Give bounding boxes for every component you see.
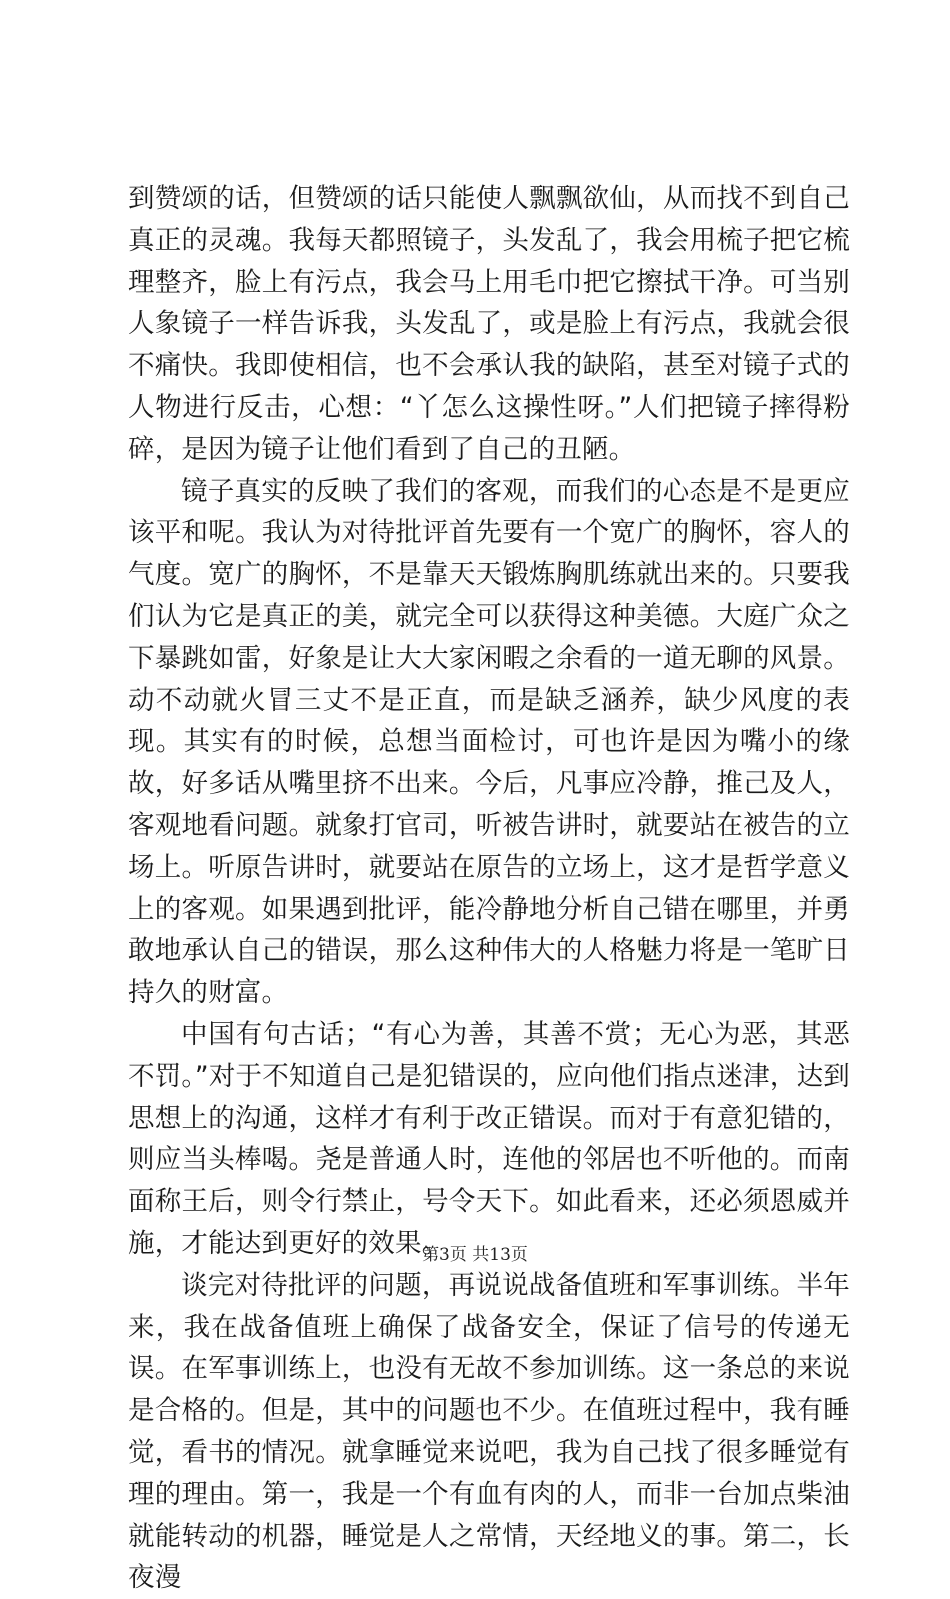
page-footer xyxy=(0,1240,950,1265)
paragraph-4: 谈完对待批评的问题，再说说战备值班和军事训练。半年来，我在战备值班上确保了战备安全，保证了信号的传递无误。在军事训练上，也没有无故不参加训练。这一条总的来说是合格的。但是，其中的问题也不少。在值班过程中，我有睡觉，看书的情况。就拿睡觉来说吧，我为自己找了很多睡觉有理的理由。第一，我是一个有血有肉的人，而非一台加点柴油就能转动的机器，睡觉是人之常情，天经地义的事。第二，长夜漫 xyxy=(128,1269,850,1594)
document-body xyxy=(128,178,850,1599)
paragraph-2: 镜子真实的反映了我们的客观，而我们的心态是不是更应该平和呢。我认为对待批评首先要有一个宽广的胸怀，容人的气度。宽广的胸怀，不是靠天天锻炼胸肌练就出来的。只要我们认为它是真正的美，就完全可以获得这种美德。大庭广众之下暴跳如雷，好象是让大大家闲暇之余看的一道无聊的风景。动不动就火冒三丈不是正直，而是缺乏涵养，缺少风度的表现。其实有的时候，总想当面检讨，可也许是因为嘴小的缘故，好多话从嘴里挤不出来。今后，凡事应冷静，推己及人，客观地看问题。就象打官司，听被告讲时，就要站在被告的立场上。听原告讲时，就要站在原告的立场上，这才是哲学意义上的客观。如果遇到批评，能冷静地分析自己错在哪里，并勇敢地承认自己的错误，那么这种伟大的人格魅力将是一笔旷日持久的财富。 xyxy=(128,475,850,1009)
paragraph-3: 中国有句古话；“有心为善，其善不赏；无心为恶，其恶不罚。”对于不知道自己是犯错误的，应向他们指点迷津，达到思想上的沟通，这样才有利于改正错误。而对于有意犯错的，则应当头棒喝。尧是普通人时，连他的邻居也不听他的。而南面称王后，则令行禁止，号令天下。如此看来，还必须恩威并施，才能达到更好的效果。 xyxy=(128,1018,850,1259)
page-number-label: 第3页 共13页 xyxy=(422,1245,528,1265)
paragraph-1: 到赞颂的话，但赞颂的话只能使人飘飘欲仙，从而找不到自己真正的灵魂。我每天都照镜子，头发乱了，我会用梳子把它梳理整齐，脸上有污点，我会马上用毛巾把它擦拭干净。可当别人象镜子一样告诉我，头发乱了，或是脸上有污点，我就会很不痛快。我即使相信，也不会承认我的缺陷，甚至对镜子式的人物进行反击，心想：“丫怎么这操性呀。”人们把镜子摔得粉碎，是因为镜子让他们看到了自己的丑陋。 xyxy=(128,183,850,465)
